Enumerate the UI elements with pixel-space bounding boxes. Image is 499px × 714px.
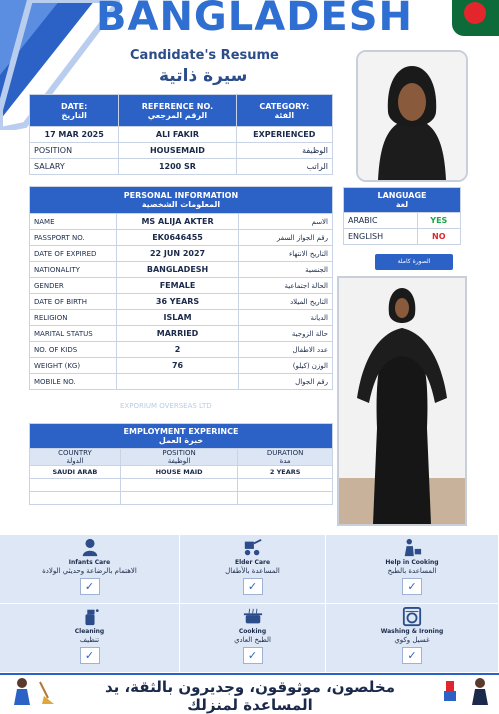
footer-slogan: مخلصون، موثوقون، وجديرون بالثقة، يد المساعدة لمنزلك <box>104 678 396 714</box>
col-position: POSITION <box>162 449 196 457</box>
date-label: DATE: <box>60 101 88 111</box>
personal-label: MARITAL STATUS <box>30 326 117 342</box>
subtitle-en: Candidate's Resume <box>130 48 279 63</box>
service-checkbox[interactable]: ✓ <box>80 578 100 595</box>
personal-label-ar: حالة الزوجية <box>238 326 332 342</box>
language-value-yes: YES <box>417 213 460 229</box>
position-label-ar: الوظيفة <box>236 143 332 159</box>
personal-label-ar: الوزن (كيلو) <box>238 358 332 374</box>
personal-value: 2 <box>117 342 238 358</box>
service-item <box>180 535 326 604</box>
personal-row <box>30 262 333 278</box>
personal-value: EK0646455 <box>117 230 238 246</box>
personal-label: DATE OF EXPIRED <box>30 246 117 262</box>
language-table <box>343 187 461 245</box>
personal-row <box>30 214 333 230</box>
page-title: BANGLADESH <box>96 0 414 40</box>
candidate-portrait-photo <box>356 50 468 182</box>
date-label-ar: التاريخ <box>61 110 87 120</box>
service-checkbox[interactable]: ✓ <box>80 647 100 664</box>
personal-value: 36 YEARS <box>117 294 238 310</box>
personal-label: MOBILE NO. <box>30 374 117 390</box>
full-photo-button[interactable]: الصورة كاملة <box>375 254 453 270</box>
language-heading: LANGUAGE <box>377 191 427 200</box>
experience-cell <box>30 492 121 505</box>
personal-row <box>30 358 333 374</box>
service-label-ar: تنظيف <box>79 636 100 644</box>
personal-value: BANGLADESH <box>117 262 238 278</box>
cooking-help-icon <box>401 538 423 558</box>
service-label-ar: الاهتمام بالرضاعة وحديثي الولادة <box>42 567 137 575</box>
col-country: COUNTRY <box>58 449 92 457</box>
personal-value: 76 <box>117 358 238 374</box>
spray-icon <box>79 607 101 627</box>
experience-row <box>30 479 333 492</box>
watermark-text: EXPORIUM OVERSEAS LTD <box>120 402 212 410</box>
broom-left-icon <box>36 680 56 704</box>
service-item <box>0 535 180 604</box>
cleaning-tools-right-icon <box>440 679 460 703</box>
personal-value: MS ALIJA AKTER <box>117 214 238 230</box>
personal-label: NATIONALITY <box>30 262 117 278</box>
personal-value: MARRIED <box>117 326 238 342</box>
bangladesh-flag-icon <box>452 0 499 36</box>
experience-cell <box>120 492 237 505</box>
personal-label-ar: رقم الجوال <box>238 374 332 390</box>
category-label: CATEGORY: <box>259 101 310 111</box>
personal-info-table <box>29 186 333 390</box>
experience-table <box>29 423 333 505</box>
col-duration-ar: مدة <box>279 457 291 465</box>
experience-cell: HOUSE MAID <box>120 466 237 479</box>
experience-row <box>30 492 333 505</box>
experience-heading: EMPLOYMENT EXPERINCE <box>123 427 239 436</box>
personal-label: PASSPORT NO. <box>30 230 117 246</box>
service-label: Cooking <box>238 628 267 635</box>
service-label-ar: المساعدة بالأطفال <box>225 567 280 575</box>
experience-cell <box>238 492 333 505</box>
personal-label-ar: الحالة اجتماعية <box>238 278 332 294</box>
personal-label: GENDER <box>30 278 117 294</box>
service-label: Cleaning <box>74 628 105 635</box>
personal-label-ar: الجنسية <box>238 262 332 278</box>
service-item <box>326 535 499 604</box>
position-value: HOUSEMAID <box>119 143 236 159</box>
reference-label: REFERENCE NO. <box>141 101 214 111</box>
personal-row <box>30 326 333 342</box>
personal-value: FEMALE <box>117 278 238 294</box>
service-checkbox[interactable]: ✓ <box>402 647 422 664</box>
language-value-no: NO <box>417 229 460 245</box>
personal-label-ar: الاسم <box>238 214 332 230</box>
personal-label: RELIGION <box>30 310 117 326</box>
service-label: Elder Care <box>234 559 271 566</box>
service-item <box>180 604 326 673</box>
personal-label-ar: التاريخ الميلاد <box>238 294 332 310</box>
pot-icon <box>242 607 264 627</box>
washing-machine-icon <box>401 607 423 627</box>
personal-value: ISLAM <box>117 310 238 326</box>
reference-value: ALI FAKIR <box>119 127 236 143</box>
personal-row <box>30 342 333 358</box>
service-label-ar: غسيل وكوي <box>394 636 430 644</box>
stroller-icon <box>242 538 264 558</box>
summary-table <box>29 94 333 175</box>
language-heading-ar: لغة <box>395 200 409 209</box>
personal-heading-ar: المعلومات الشخصية <box>141 200 221 209</box>
personal-row <box>30 278 333 294</box>
language-name: ARABIC <box>344 213 418 229</box>
maid-figure-left-icon <box>8 677 36 705</box>
salary-label-ar: الراتب <box>236 159 332 175</box>
personal-row <box>30 230 333 246</box>
personal-value: 22 JUN 2027 <box>117 246 238 262</box>
salary-label: SALARY <box>30 159 119 175</box>
service-checkbox[interactable]: ✓ <box>243 578 263 595</box>
personal-label-ar: رقم الجواز السفر <box>238 230 332 246</box>
col-country-ar: الدولة <box>66 457 84 465</box>
candidate-full-photo <box>337 276 467 526</box>
personal-row <box>30 374 333 390</box>
experience-cell <box>238 479 333 492</box>
reference-label-ar: الرقم المرجعي <box>147 110 208 120</box>
experience-cell <box>30 479 121 492</box>
service-label: Infants Care <box>68 559 111 566</box>
personal-label: NO. OF KIDS <box>30 342 117 358</box>
experience-heading-ar: خبرة العمل <box>158 436 204 445</box>
experience-cell: SAUDI ARAB <box>30 466 121 479</box>
personal-label-ar: الديانة <box>238 310 332 326</box>
date-value: 17 MAR 2025 <box>30 127 119 143</box>
experience-row <box>30 466 333 479</box>
service-label-ar: الطبخ العادي <box>234 636 271 644</box>
service-checkbox[interactable]: ✓ <box>402 578 422 595</box>
personal-label: WEIGHT (KG) <box>30 358 117 374</box>
position-label: POSITION <box>30 143 119 159</box>
category-label-ar: الفئة <box>274 110 295 120</box>
baby-icon <box>79 538 101 558</box>
category-value: EXPERIENCED <box>236 127 332 143</box>
maid-figure-right-icon <box>466 677 494 705</box>
language-name: ENGLISH <box>344 229 418 245</box>
personal-label: NAME <box>30 214 117 230</box>
service-checkbox[interactable]: ✓ <box>243 647 263 664</box>
salary-value: 1200 SR <box>119 159 236 175</box>
personal-row <box>30 246 333 262</box>
personal-label-ar: التاريخ الانتهاء <box>238 246 332 262</box>
col-duration: DURATION <box>266 449 304 457</box>
personal-value <box>117 374 238 390</box>
service-label: Washing & Ironing <box>380 628 444 635</box>
personal-row <box>30 310 333 326</box>
personal-label-ar: عدد الاطفال <box>238 342 332 358</box>
experience-cell <box>120 479 237 492</box>
personal-heading: PERSONAL INFORMATION <box>123 191 239 200</box>
personal-row <box>30 294 333 310</box>
service-item <box>0 604 180 673</box>
services-grid <box>0 535 499 673</box>
service-label: Help in Cooking <box>385 559 439 566</box>
personal-label: DATE OF BIRTH <box>30 294 117 310</box>
col-position-ar: الوظيفة <box>167 457 191 465</box>
service-item <box>326 604 499 673</box>
subtitle-ar: سيرة ذاتية <box>159 66 248 86</box>
service-label-ar: المساعدة بالطبخ <box>387 567 437 575</box>
experience-cell: 2 YEARS <box>238 466 333 479</box>
